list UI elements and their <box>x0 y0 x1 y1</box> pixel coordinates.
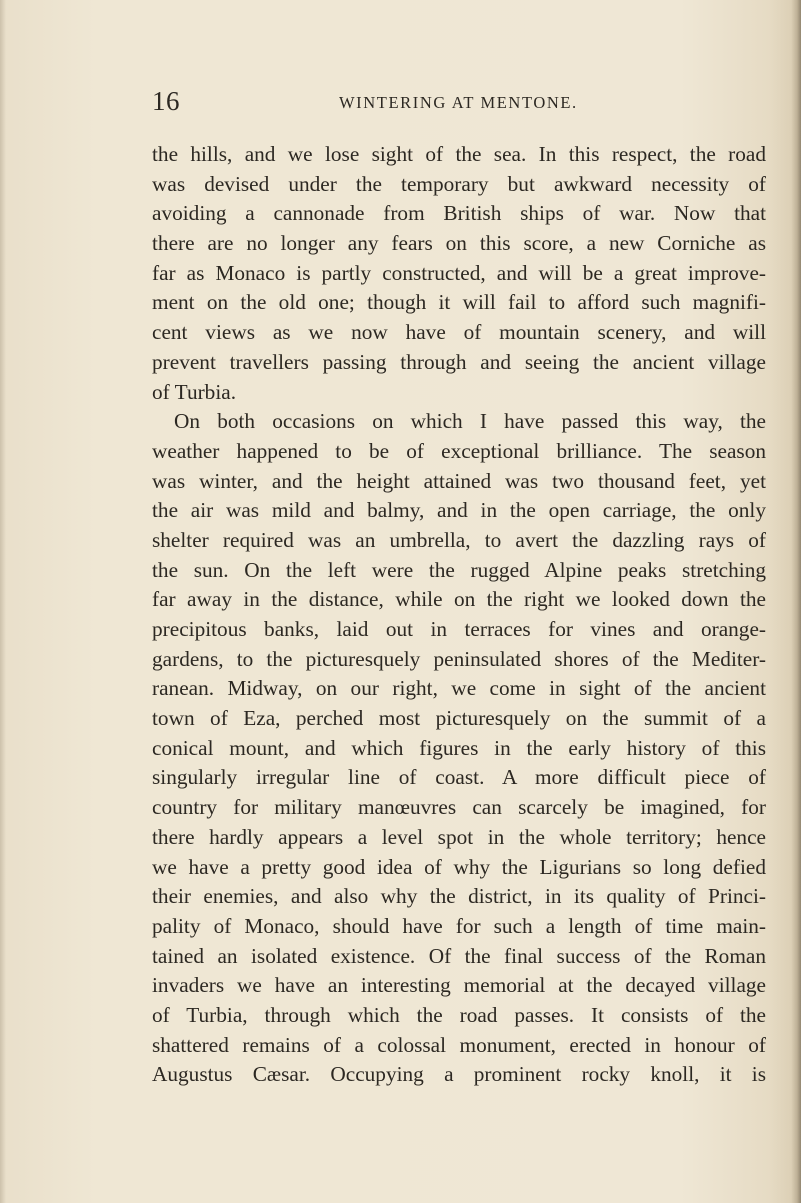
text-line: precipitous banks, laid out in terraces for vines and orange- <box>152 617 766 641</box>
text-line: ment on the old one; though it will fail to afford such magnifi- <box>152 290 766 315</box>
text-line: town of Eza, perched most picturesquely on the summit of a <box>152 706 766 731</box>
text-line: cent views as we now have of mountain scenery, and will <box>152 320 766 345</box>
page-edge-shadow <box>791 0 801 1203</box>
text-line: the air was mild and balmy, and in the open carriage, the only <box>152 498 766 523</box>
body-text <box>152 140 766 1090</box>
running-head: WINTERING AT MENTONE. <box>339 93 578 112</box>
text-line: country for military manœuvres can scarcely be imagined, for <box>152 795 766 820</box>
text-line: the sun. On the left were the rugged Alpine peaks stretching <box>152 557 766 582</box>
text-line: we have a pretty good idea of why the Ligurians so long defied <box>152 854 766 879</box>
text-line: far away in the distance, while on the right we looked down the <box>152 587 766 612</box>
text-line: far as Monaco is partly constructed, and will be a great improve- <box>152 260 766 285</box>
text-line: there hardly appears a level spot in the whole territory; hence <box>152 824 766 849</box>
text-line: shattered remains of a colossal monument, erected in honour of <box>152 1032 766 1057</box>
text-line: invaders we have an interesting memorial at the decayed village <box>152 973 766 998</box>
text-line: ranean. Midway, on our right, we come in sight of the ancient <box>152 676 766 701</box>
text-line: tained an isolated existence. Of the final success of the Roman <box>152 943 766 968</box>
text-line: of Turbia, through which the road passes. It consists of the <box>152 1002 766 1027</box>
text-line: was devised under the temporary but awkward necessity of <box>152 171 766 196</box>
text-line: singularly irregular line of coast. A more difficult piece of <box>152 765 766 790</box>
page-gutter-shadow <box>0 0 6 1203</box>
text-line: shelter required was an umbrella, to avert the dazzling rays of <box>152 527 766 552</box>
page-header <box>152 86 766 126</box>
text-line: conical mount, and which figures in the early history of this <box>152 735 766 760</box>
text-line: prevent travellers passing through and seeing the ancient village <box>152 349 766 374</box>
text-line: avoiding a cannonade from British ships of war. Now that <box>152 201 766 226</box>
text-line: was winter, and the height attained was two thousand feet, yet <box>152 468 766 493</box>
text-line: the hills, and we lose sight of the sea. In this respect, the road <box>152 142 766 166</box>
text-line: weather happened to be of exceptional brilliance. The season <box>152 438 766 463</box>
text-line: gardens, to the picturesquely peninsulated shores of the Mediter- <box>152 646 766 671</box>
text-line: there are no longer any fears on this score, a new Corniche as <box>152 231 766 256</box>
page-number: 16 <box>152 86 180 116</box>
paragraph-start-line: On both occasions on which I have passed this way, the <box>174 409 766 434</box>
text-line: their enemies, and also why the district, in its quality of Princi- <box>152 884 766 909</box>
text-line: pality of Monaco, should have for such a length of time main- <box>152 913 766 938</box>
paragraph-end-line: of Turbia. <box>152 379 237 404</box>
text-line: Augustus Cæsar. Occupying a prominent rocky knoll, it is <box>152 1062 766 1087</box>
